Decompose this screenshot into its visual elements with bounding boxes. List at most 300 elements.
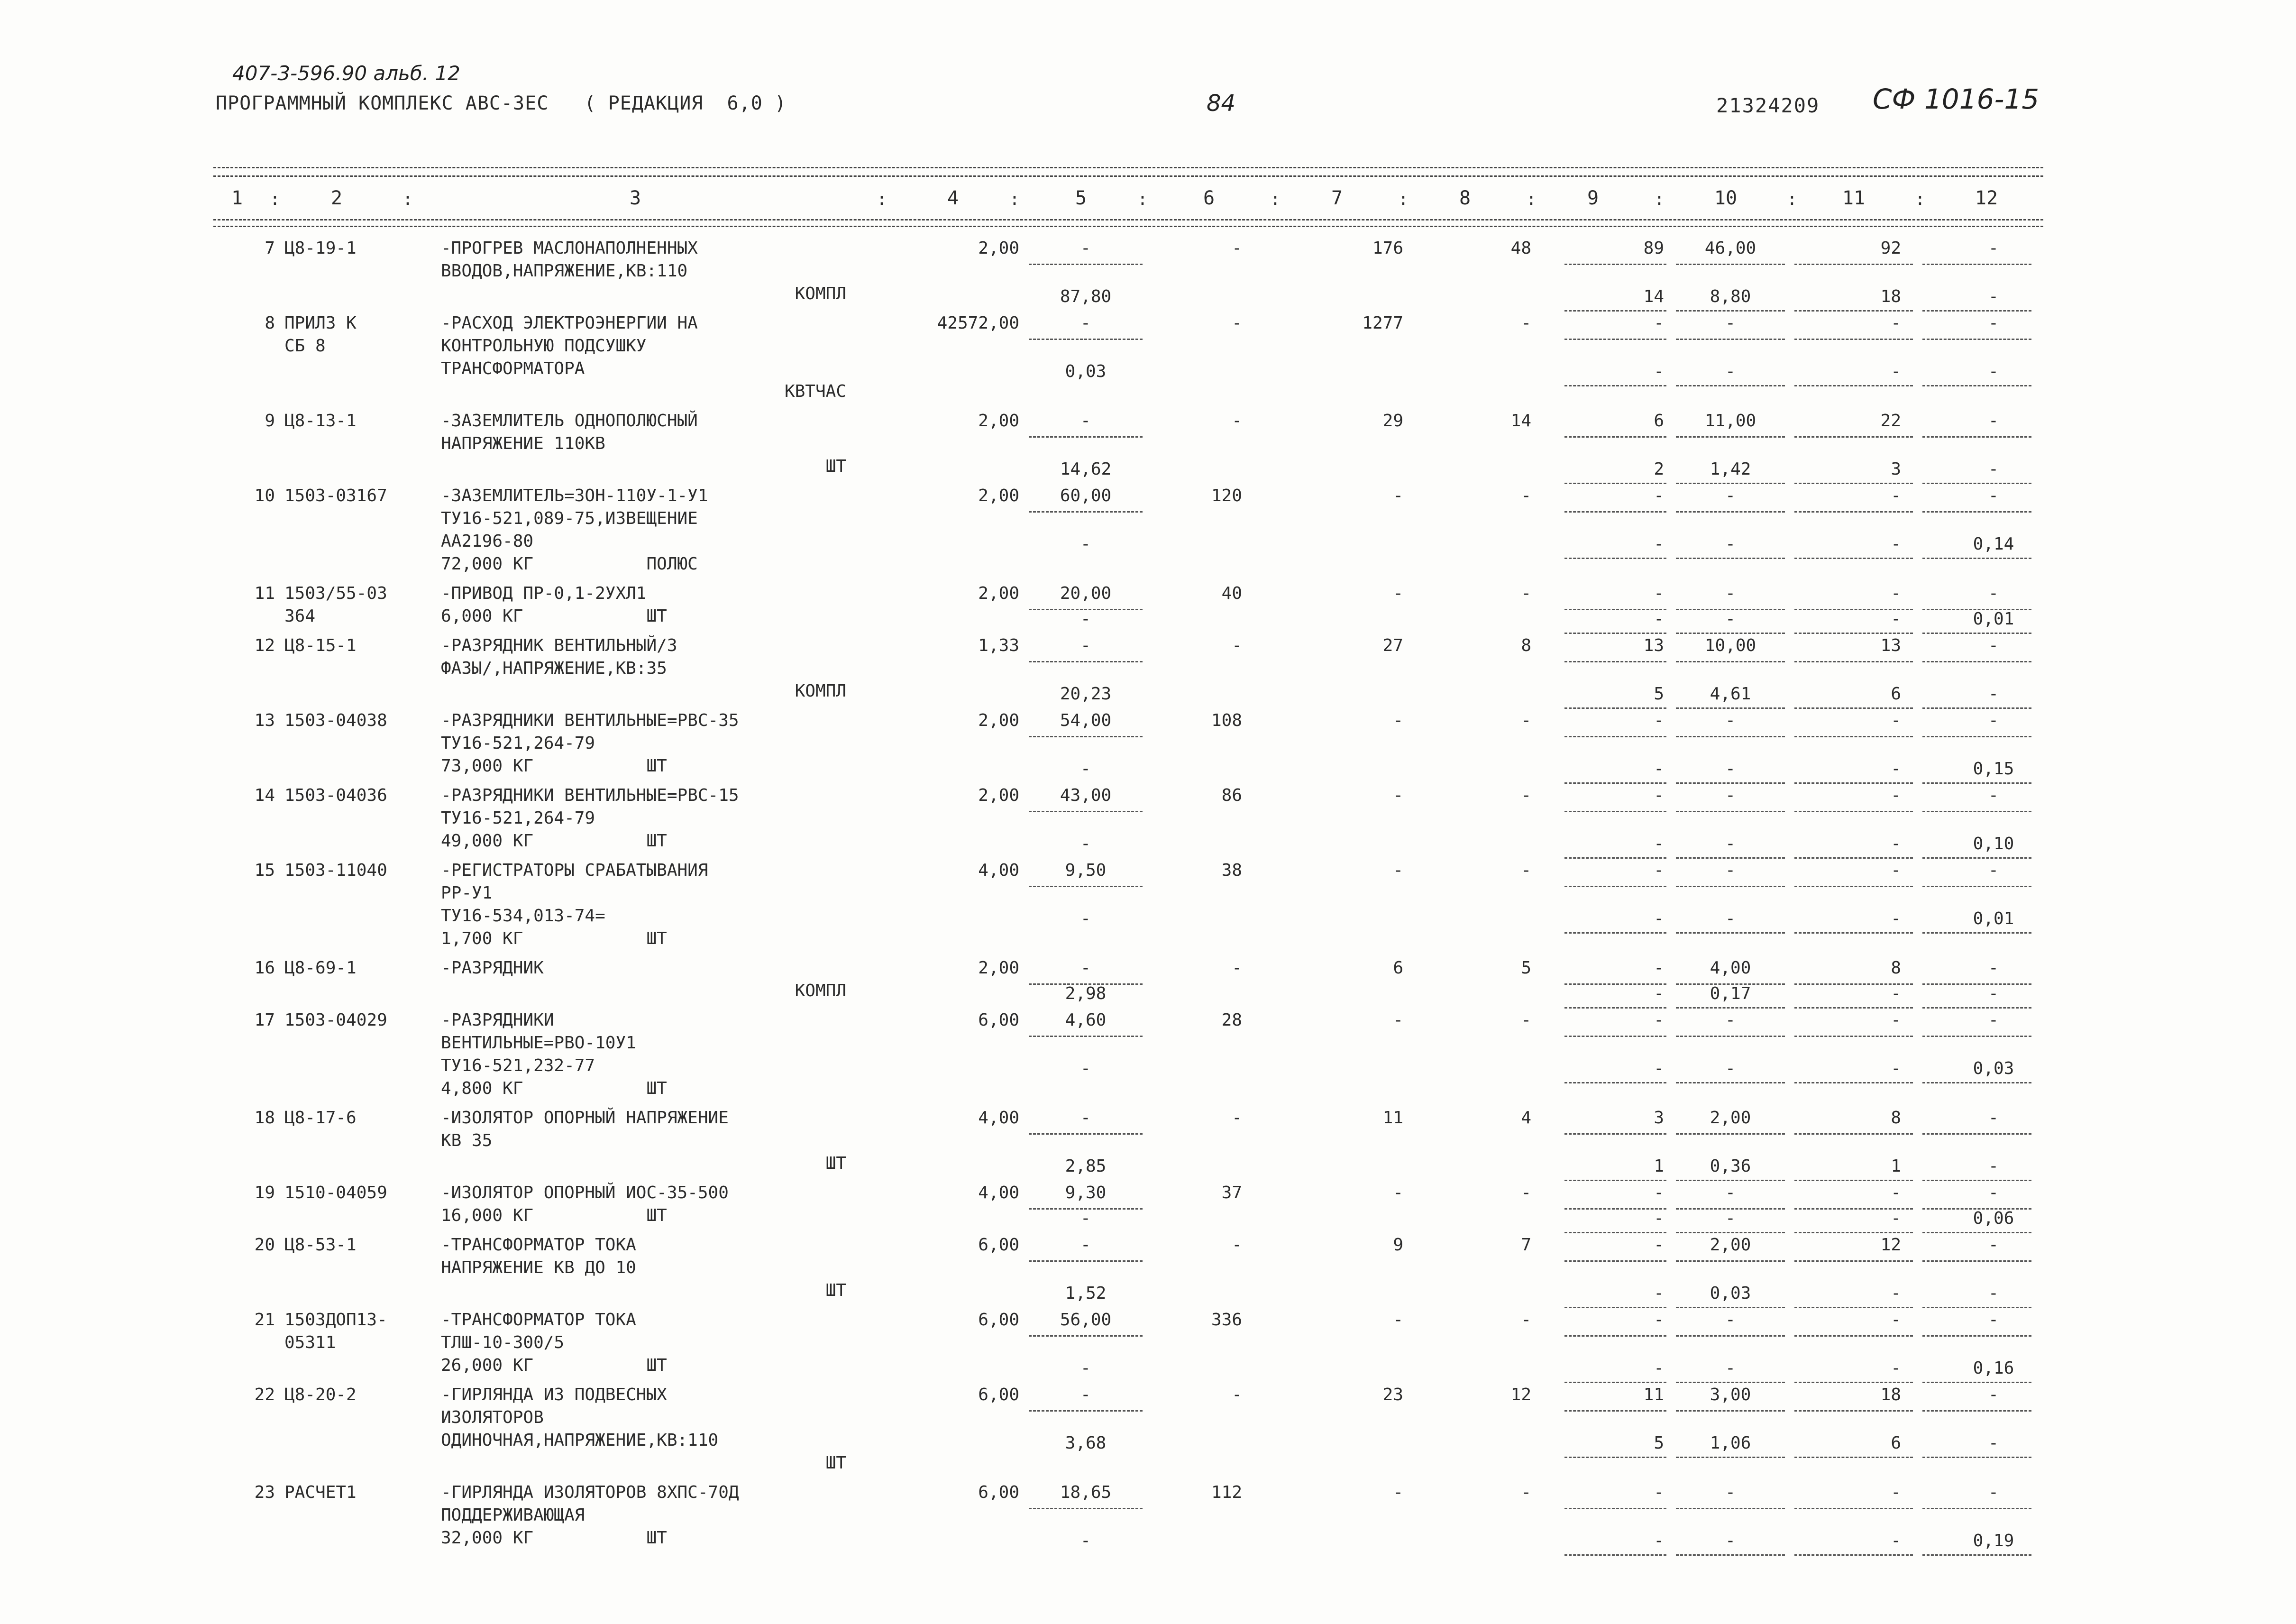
cell-c12: - [1988, 984, 1999, 1003]
cell-c10: - [1725, 1059, 1736, 1078]
cell-c8: 8 [1521, 636, 1531, 655]
cell-c12: 0,01 [1973, 909, 2014, 928]
c10-underline [1676, 339, 1785, 340]
row-unit: КВТЧАС [784, 382, 846, 401]
row-number: 23 [254, 1483, 275, 1502]
c11-underline-2 [1794, 1382, 1913, 1383]
cell-c12: - [1988, 1483, 1999, 1502]
cell-c10: - [1725, 584, 1736, 603]
cell-c12: - [1988, 287, 1999, 306]
cell-c10: - [1725, 609, 1736, 629]
cell-qty: 42572,00 [937, 313, 1019, 333]
c9-underline-2 [1564, 1082, 1666, 1083]
c9-underline [1564, 661, 1666, 662]
row-code: 05311 [284, 1333, 336, 1352]
cell-qty: 2,00 [978, 711, 1019, 730]
cell-c10: - [1725, 1310, 1736, 1330]
row-unit: ШТ [825, 1453, 846, 1473]
c9-underline-2 [1564, 857, 1666, 859]
row-description: 4,800 КГ ШТ [441, 1079, 667, 1098]
cell-c7: 23 [1382, 1385, 1403, 1404]
c12-underline [1922, 1133, 2031, 1135]
c10-underline [1676, 661, 1785, 662]
row-number: 18 [254, 1108, 275, 1128]
cell-qty: 6,00 [978, 1310, 1019, 1330]
cell-c11: 6 [1891, 1433, 1901, 1453]
cell-c11: 18 [1880, 1385, 1901, 1404]
cell-c9: - [1654, 1235, 1664, 1255]
c11-underline-2 [1794, 1307, 1913, 1308]
cell-c7: 176 [1372, 239, 1403, 258]
row-number: 9 [265, 411, 275, 431]
row-description: -ТРАНСФОРМАТОР ТОКА [441, 1235, 636, 1255]
cell-c5: - [1080, 834, 1091, 853]
cell-c9: - [1654, 1059, 1664, 1078]
cell-c9: - [1654, 1531, 1664, 1551]
c10-underline [1676, 1335, 1785, 1337]
c12-underline-2 [1922, 633, 2031, 634]
cell-c8: - [1521, 1010, 1531, 1030]
cell-c10: 0,36 [1710, 1156, 1751, 1176]
row-description: -РАЗРЯДНИКИ ВЕНТИЛЬНЫЕ=РВС-35 [441, 711, 739, 730]
row-description: ТУ16-521,264-79 [441, 808, 595, 828]
cell-c10: - [1725, 786, 1736, 805]
row-code: 1503-11040 [284, 861, 387, 880]
cell-c5: 60,00 [1060, 486, 1112, 505]
cell-c11: - [1891, 786, 1901, 805]
cell-c10: - [1725, 1531, 1736, 1551]
cell-c7: 1277 [1362, 313, 1403, 333]
cell-c6: - [1232, 1385, 1242, 1404]
c12-underline [1922, 811, 2031, 812]
c10-underline-2 [1676, 1457, 1785, 1458]
row-number: 19 [254, 1183, 275, 1202]
cell-c8: 5 [1521, 958, 1531, 978]
row-description: -ГИРЛЯНДА ИЗОЛЯТОРОВ 8ХПС-70Д [441, 1483, 739, 1502]
col-11-label: 11 [1842, 187, 1866, 209]
row-number: 10 [254, 486, 275, 505]
cell-c5: - [1080, 411, 1091, 431]
c11-underline [1794, 1508, 1913, 1509]
cell-c11: - [1891, 909, 1901, 928]
cell-c9: - [1654, 362, 1664, 381]
c9-underline-2 [1564, 932, 1666, 934]
row-code: 1503ДОП13- [284, 1310, 387, 1330]
cell-c10: - [1725, 486, 1736, 505]
col-separator: : [1398, 190, 1409, 209]
row-code: 1503-04029 [284, 1010, 387, 1030]
c11-underline [1794, 264, 1913, 265]
c12-underline-2 [1922, 1554, 2031, 1556]
cell-c7: 6 [1393, 958, 1403, 978]
row-description: -ЗАЗЕМЛИТЕЛЬ ОДНОПОЛЮСНЫЙ [441, 411, 698, 431]
c10-underline [1676, 1133, 1785, 1135]
col5-underline [1029, 1260, 1143, 1262]
cell-c10: - [1725, 534, 1736, 554]
col-separator: : [1526, 190, 1537, 209]
cell-c10: - [1725, 1183, 1736, 1202]
c10-underline-2 [1676, 1382, 1785, 1383]
cell-c11: 3 [1891, 459, 1901, 479]
c11-underline-2 [1794, 1232, 1913, 1233]
c11-underline [1794, 1036, 1913, 1037]
c9-underline [1564, 811, 1666, 812]
cell-c10: - [1725, 861, 1736, 880]
cell-c9: - [1654, 584, 1664, 603]
cell-c7: - [1393, 486, 1403, 505]
col-5-label: 5 [1075, 187, 1087, 209]
row-description: 72,000 КГ ПОЛЮС [441, 554, 698, 574]
c12-underline-2 [1922, 558, 2031, 559]
row-description: ИЗОЛЯТОРОВ [441, 1408, 544, 1427]
cell-c10: 1,42 [1710, 459, 1751, 479]
row-code: Ц8-69-1 [284, 958, 357, 978]
cell-qty: 4,00 [978, 1183, 1019, 1202]
col-separator: : [1009, 190, 1020, 209]
cell-c12: 0,15 [1973, 759, 2014, 779]
cell-qty: 6,00 [978, 1385, 1019, 1404]
cell-c12: 0,14 [1973, 534, 2014, 554]
cell-c6: 86 [1221, 786, 1242, 805]
cell-c9: - [1654, 984, 1664, 1003]
cell-c7: - [1393, 1310, 1403, 1330]
row-code: РАСЧЕТ1 [284, 1483, 357, 1502]
row-description: ТУ16-534,013-74= [441, 906, 605, 926]
cell-c11: 8 [1891, 1108, 1901, 1128]
c11-underline-2 [1794, 1007, 1913, 1009]
cell-c12: - [1988, 1183, 1999, 1202]
col-6-label: 6 [1203, 187, 1215, 209]
cell-qty: 2,00 [978, 958, 1019, 978]
c9-underline-2 [1564, 1307, 1666, 1308]
cell-c11: - [1891, 1358, 1901, 1378]
c11-underline-2 [1794, 932, 1913, 934]
cell-c9: - [1654, 786, 1664, 805]
c10-underline [1676, 736, 1785, 737]
c10-underline [1676, 811, 1785, 812]
c10-underline [1676, 1508, 1785, 1509]
cell-c9: - [1654, 1358, 1664, 1378]
cell-c11: - [1891, 1209, 1901, 1228]
c11-underline-2 [1794, 1082, 1913, 1083]
col5-underline [1029, 811, 1143, 812]
row-description: ОДИНОЧНАЯ,НАПРЯЖЕНИЕ,КВ:110 [441, 1431, 719, 1450]
row-description: 49,000 КГ ШТ [441, 831, 667, 851]
cell-c10: 0,17 [1710, 984, 1751, 1003]
cell-c11: - [1891, 1284, 1901, 1303]
c12-underline-2 [1922, 1307, 2031, 1308]
col5-underline [1029, 339, 1143, 340]
cell-qty: 2,00 [978, 411, 1019, 431]
cell-c12: - [1988, 584, 1999, 603]
c12-underline [1922, 1036, 2031, 1037]
row-description: НАПРЯЖЕНИЕ 110КВ [441, 434, 605, 453]
cell-c11: - [1891, 984, 1901, 1003]
row-code: 1510-04059 [284, 1183, 387, 1202]
col-separator: : [1654, 190, 1665, 209]
cell-c9: 5 [1654, 1433, 1664, 1453]
c11-underline-2 [1794, 483, 1913, 484]
row-description: ТРАНСФОРМАТОРА [441, 359, 585, 378]
cell-c6: - [1232, 1235, 1242, 1255]
c10-underline-2 [1676, 483, 1785, 484]
cell-c9: - [1654, 486, 1664, 505]
cell-c9: - [1654, 711, 1664, 730]
c12-underline [1922, 1508, 2031, 1509]
row-description: ВВОДОВ,НАПРЯЖЕНИЕ,КВ:110 [441, 261, 688, 281]
cell-c8: - [1521, 1483, 1531, 1502]
cell-c6: 38 [1221, 861, 1242, 880]
c10-underline [1676, 436, 1785, 438]
cell-c10: - [1725, 1358, 1736, 1378]
col5-underline [1029, 886, 1143, 887]
cell-qty: 2,00 [978, 486, 1019, 505]
col-separator: : [270, 190, 280, 209]
col5-underline [1029, 1508, 1143, 1509]
c9-underline [1564, 1133, 1666, 1135]
c11-underline-2 [1794, 310, 1913, 312]
row-code: Ц8-20-2 [284, 1385, 357, 1404]
c11-underline [1794, 736, 1913, 737]
cell-c7: - [1393, 711, 1403, 730]
cell-c11: 92 [1880, 239, 1901, 258]
cell-c12: - [1988, 786, 1999, 805]
cell-c12: - [1988, 684, 1999, 704]
c11-underline-2 [1794, 385, 1913, 386]
c11-underline [1794, 811, 1913, 812]
cell-c9: - [1654, 759, 1664, 779]
cell-c12: - [1988, 411, 1999, 431]
cell-c5: 3,68 [1065, 1433, 1107, 1453]
c9-underline [1564, 264, 1666, 265]
col5-underline [1029, 511, 1143, 513]
cell-c10: 10,00 [1704, 636, 1756, 655]
cell-c5: - [1080, 636, 1091, 655]
row-unit: КОМПЛ [795, 284, 846, 303]
c11-underline-2 [1794, 633, 1913, 634]
row-code: Ц8-19-1 [284, 239, 357, 258]
row-description: ТЛШ-10-300/5 [441, 1333, 565, 1352]
cell-c6: - [1232, 1108, 1242, 1128]
cell-c11: - [1891, 486, 1901, 505]
cell-c10: 11,00 [1704, 411, 1756, 431]
cell-c10: - [1725, 834, 1736, 853]
row-description: РР-У1 [441, 883, 493, 903]
c10-underline-2 [1676, 310, 1785, 312]
cell-c8: - [1521, 711, 1531, 730]
c12-underline-2 [1922, 1232, 2031, 1233]
c9-underline-2 [1564, 558, 1666, 559]
cell-c9: 89 [1643, 239, 1664, 258]
cell-c8: - [1521, 1310, 1531, 1330]
c11-underline-2 [1794, 782, 1913, 784]
col5-underline [1029, 661, 1143, 662]
cell-c6: - [1232, 958, 1242, 978]
col5-underline [1029, 1036, 1143, 1037]
c12-underline-2 [1922, 707, 2031, 709]
row-description: ТУ16-521,232-77 [441, 1056, 595, 1075]
c9-underline-2 [1564, 310, 1666, 312]
cell-c12: - [1988, 459, 1999, 479]
cell-c10: - [1725, 313, 1736, 333]
c12-underline-2 [1922, 1007, 2031, 1009]
cell-c10: - [1725, 1209, 1736, 1228]
cell-c9: 5 [1654, 684, 1664, 704]
cell-c6: - [1232, 313, 1242, 333]
cell-c8: - [1521, 786, 1531, 805]
c12-underline-2 [1922, 782, 2031, 784]
c11-underline [1794, 339, 1913, 340]
cell-c10: 1,06 [1710, 1433, 1751, 1453]
cell-c12: 0,01 [1973, 609, 2014, 629]
cell-c8: - [1521, 313, 1531, 333]
row-code: Ц8-17-6 [284, 1108, 357, 1128]
cell-c12: - [1988, 1284, 1999, 1303]
row-description: -ИЗОЛЯТОР ОПОРНЫЙ НАПРЯЖЕНИЕ [441, 1108, 729, 1128]
c9-underline [1564, 886, 1666, 887]
row-unit: КОМПЛ [795, 681, 846, 701]
cell-c11: 18 [1880, 287, 1901, 306]
cell-c10: 8,80 [1710, 287, 1751, 306]
c12-underline [1922, 339, 2031, 340]
cell-c5: - [1080, 1531, 1091, 1551]
c9-underline-2 [1564, 1007, 1666, 1009]
col-separator: : [877, 190, 887, 209]
row-description: -РАЗРЯДНИКИ [441, 1010, 554, 1030]
cell-c12: 0,10 [1973, 834, 2014, 853]
c9-underline [1564, 1260, 1666, 1262]
row-description: -РАЗРЯДНИКИ ВЕНТИЛЬНЫЕ=РВС-15 [441, 786, 739, 805]
cell-c6: 28 [1221, 1010, 1242, 1030]
c10-underline-2 [1676, 1082, 1785, 1083]
c11-underline [1794, 1260, 1913, 1262]
cell-c5: - [1080, 1358, 1091, 1378]
cell-c5: - [1080, 1209, 1091, 1228]
c12-underline-2 [1922, 1180, 2031, 1181]
cell-c10: - [1725, 759, 1736, 779]
c10-underline-2 [1676, 558, 1785, 559]
cell-c5: 2,85 [1065, 1156, 1107, 1176]
cell-c9: - [1654, 909, 1664, 928]
cell-c11: 6 [1891, 684, 1901, 704]
c11-underline-2 [1794, 707, 1913, 709]
row-code: Ц8-15-1 [284, 636, 357, 655]
cell-c11: - [1891, 362, 1901, 381]
c9-underline-2 [1564, 385, 1666, 386]
col-separator: : [1915, 190, 1925, 209]
cell-c11: - [1891, 1310, 1901, 1330]
cell-c12: - [1988, 861, 1999, 880]
cell-c5: - [1080, 534, 1091, 554]
c11-underline-2 [1794, 1554, 1913, 1556]
c12-underline [1922, 1260, 2031, 1262]
cell-c9: - [1654, 1010, 1664, 1030]
cell-c10: - [1725, 1483, 1736, 1502]
row-code: Ц8-13-1 [284, 411, 357, 431]
row-description: ТУ16-521,264-79 [441, 734, 595, 753]
c10-underline-2 [1676, 707, 1785, 709]
cell-qty: 2,00 [978, 584, 1019, 603]
c9-underline [1564, 736, 1666, 737]
c12-underline [1922, 511, 2031, 513]
row-number: 8 [265, 313, 275, 333]
cell-c12: - [1988, 239, 1999, 258]
cell-c5: 87,80 [1060, 287, 1112, 306]
cell-c5: 4,60 [1065, 1010, 1107, 1030]
cell-c7: 27 [1382, 636, 1403, 655]
cell-c12: - [1988, 1385, 1999, 1404]
c12-underline-2 [1922, 385, 2031, 386]
row-description: -РАЗРЯДНИК ВЕНТИЛЬНЫЙ/3 [441, 636, 677, 655]
cell-c11: - [1891, 711, 1901, 730]
row-description: НАПРЯЖЕНИЕ КВ ДО 10 [441, 1258, 636, 1277]
cell-c11: - [1891, 609, 1901, 629]
row-description: 1,700 КГ ШТ [441, 929, 667, 948]
row-code: 1503-03167 [284, 486, 387, 505]
c9-underline [1564, 1036, 1666, 1037]
row-code: 1503-04036 [284, 786, 387, 805]
row-number: 14 [254, 786, 275, 805]
col-separator: : [402, 190, 413, 209]
row-unit: ШТ [825, 1281, 846, 1300]
cell-c5: - [1080, 1059, 1091, 1078]
col5-underline [1029, 1410, 1143, 1412]
cell-c9: 6 [1654, 411, 1664, 431]
cell-qty: 4,00 [978, 861, 1019, 880]
cell-c9: 11 [1643, 1385, 1664, 1404]
cell-c11: - [1891, 759, 1901, 779]
cell-c7: - [1393, 1183, 1403, 1202]
c9-underline-2 [1564, 1232, 1666, 1233]
c10-underline-2 [1676, 1307, 1785, 1308]
col5-underline [1029, 1335, 1143, 1337]
c12-underline-2 [1922, 310, 2031, 312]
c9-underline-2 [1564, 633, 1666, 634]
cell-c11: 13 [1880, 636, 1901, 655]
cell-c6: 112 [1211, 1483, 1242, 1502]
cell-c5: 9,30 [1065, 1183, 1107, 1202]
c9-underline-2 [1564, 707, 1666, 709]
cell-c10: - [1725, 711, 1736, 730]
cell-qty: 6,00 [978, 1483, 1019, 1502]
row-number: 21 [254, 1310, 275, 1330]
col-2-label: 2 [330, 187, 343, 209]
cell-c7: 9 [1393, 1235, 1403, 1255]
row-description: ВЕНТИЛЬНЫЕ=РВО-10У1 [441, 1033, 636, 1053]
col-7-label: 7 [1331, 187, 1343, 209]
cell-qty: 2,00 [978, 239, 1019, 258]
row-description: АА2196-80 [441, 532, 534, 551]
cell-c10: - [1725, 1010, 1736, 1030]
cell-c11: - [1891, 1483, 1901, 1502]
cell-c9: 2 [1654, 459, 1664, 479]
col-10-label: 10 [1714, 187, 1738, 209]
cell-c10: 46,00 [1704, 239, 1756, 258]
c12-underline [1922, 661, 2031, 662]
c11-underline [1794, 1133, 1913, 1135]
cell-c8: 4 [1521, 1108, 1531, 1128]
c11-underline [1794, 886, 1913, 887]
cell-c9: - [1654, 534, 1664, 554]
row-number: 22 [254, 1385, 275, 1404]
c10-underline-2 [1676, 1180, 1785, 1181]
row-description: 6,000 КГ ШТ [441, 606, 667, 626]
row-description: ПОДДЕРЖИВАЮЩАЯ [441, 1505, 585, 1525]
cell-c5: - [1080, 759, 1091, 779]
cell-c9: 3 [1654, 1108, 1664, 1128]
cell-c11: - [1891, 861, 1901, 880]
row-code: 364 [284, 606, 316, 626]
